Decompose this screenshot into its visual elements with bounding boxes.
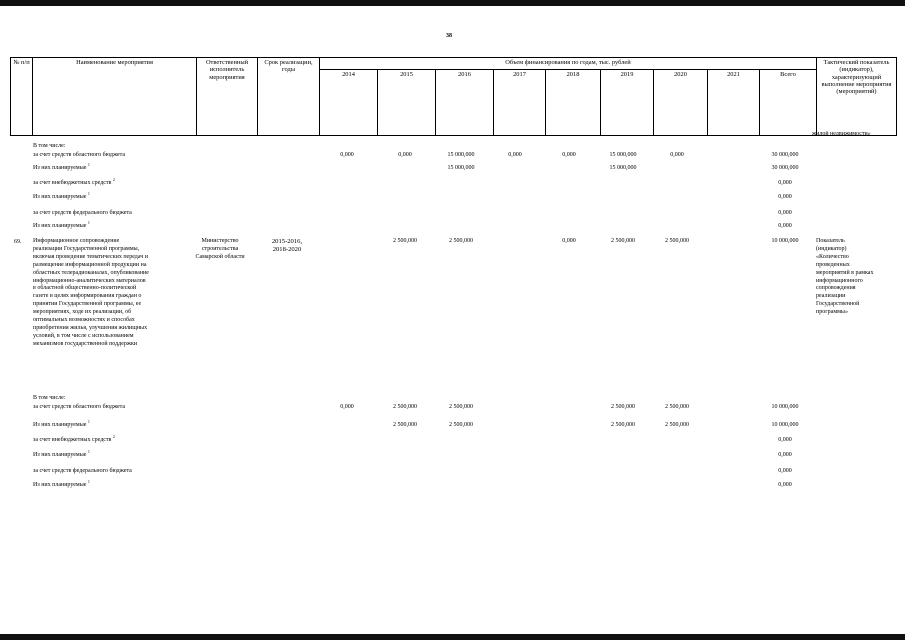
table-header bbox=[10, 57, 897, 136]
header-year: 2018 bbox=[546, 70, 601, 136]
cell-v2019: 15 000,000 bbox=[609, 152, 637, 158]
item-value-2015: 2 500,000 bbox=[393, 238, 417, 244]
header-indicator: Тактический показатель (индикатор), характеризующий выполнение мероприятия (мероприятий) bbox=[817, 58, 897, 136]
footnote-marker: 1 bbox=[87, 449, 90, 454]
cell-total: 0,000 bbox=[778, 468, 792, 474]
cell-v2019: 2 500,000 bbox=[611, 422, 635, 428]
row-label bbox=[33, 220, 90, 230]
cell-v2020: 2 500,000 bbox=[665, 404, 689, 410]
cell-v2015: 2 500,000 bbox=[393, 404, 417, 410]
row-label-text: за счет внебюджетных средств bbox=[33, 180, 112, 186]
row-label bbox=[33, 177, 115, 187]
cell-v2018: 0,000 bbox=[562, 152, 576, 158]
row-label bbox=[33, 210, 132, 217]
footnote-marker: 1 bbox=[87, 419, 90, 424]
cell-total: 0,000 bbox=[778, 180, 792, 186]
row-label-text: за счет внебюджетных средств bbox=[33, 437, 112, 443]
item-name: Информационное сопровождение реализации Государственной программы, включая проведение тематических передач и размещение информационной продукции на областных телерадиоканалах, опубликование информационно-аналитических материалов в областной общественно-политической газете в целях информирования граждан о принятии Государственной программы, ее мероприятиях, ходе их реализации, об оптимальных возможностях и способах приобретения жилья, улучшения жилищных условий, в том числе с использованием механизмов государственной поддержки bbox=[33, 238, 149, 347]
footnote-marker: 2 bbox=[112, 177, 115, 182]
header-financing: Объем финансирования по годам, тыс. рублей bbox=[320, 58, 817, 70]
header-year: 2020 bbox=[654, 70, 708, 136]
cell-total: 10 000,000 bbox=[771, 422, 799, 428]
row-label bbox=[33, 191, 90, 201]
block2-intro: В том числе: bbox=[33, 395, 66, 401]
row-label bbox=[33, 434, 115, 444]
item-responsible: Министерство строительства Самарской области bbox=[195, 238, 245, 260]
header-year: 2021 bbox=[708, 70, 760, 136]
header-num: № п/п bbox=[11, 58, 33, 136]
header-year: 2015 bbox=[378, 70, 436, 136]
cell-total: 0,000 bbox=[778, 482, 792, 488]
row-label bbox=[33, 152, 125, 159]
row-label-text: за счет средств федерального бюджета bbox=[33, 210, 132, 216]
row-label-text: за счет средств федерального бюджета bbox=[33, 468, 132, 474]
cell-v2014: 0,000 bbox=[340, 404, 354, 410]
cell-v2020: 0,000 bbox=[670, 152, 684, 158]
item-value-2019: 2 500,000 bbox=[611, 238, 635, 244]
row-label-text: Из них планируемые bbox=[33, 223, 87, 229]
item-term: 2015-2016, 2018-2020 bbox=[271, 238, 303, 253]
footnote-marker: 1 bbox=[87, 479, 90, 484]
cell-total: 10 000,000 bbox=[771, 404, 799, 410]
page-number: 38 bbox=[446, 33, 452, 39]
cell-total: 30 000,000 bbox=[771, 165, 799, 171]
row-label-text: Из них планируемые bbox=[33, 452, 87, 458]
row-label bbox=[33, 162, 90, 172]
footnote-marker: 2 bbox=[112, 434, 115, 439]
header-year: 2019 bbox=[601, 70, 654, 136]
row-label-text: Из них планируемые bbox=[33, 165, 87, 171]
cell-v2017: 0,000 bbox=[508, 152, 522, 158]
top-border bbox=[0, 0, 905, 6]
cell-total: 30 000,000 bbox=[771, 152, 799, 158]
cell-v2019: 15 000,000 bbox=[609, 165, 637, 171]
footnote-marker: 1 bbox=[87, 220, 90, 225]
cell-v2015: 2 500,000 bbox=[393, 422, 417, 428]
header-name: Наименование мероприятия bbox=[33, 58, 197, 136]
cell-total: 0,000 bbox=[778, 210, 792, 216]
row-label bbox=[33, 404, 125, 411]
item-value-total: 10 000,000 bbox=[771, 238, 799, 244]
cell-v2016: 15 000,000 bbox=[447, 165, 475, 171]
row-label bbox=[33, 468, 132, 475]
footnote-marker: 1 bbox=[87, 162, 90, 167]
row-label-text: Из них планируемые bbox=[33, 482, 87, 488]
item-value-2016: 2 500,000 bbox=[449, 238, 473, 244]
item-value-2020: 2 500,000 bbox=[665, 238, 689, 244]
cell-v2014: 0,000 bbox=[340, 152, 354, 158]
header-year: 2014 bbox=[320, 70, 378, 136]
footnote-marker: 1 bbox=[87, 191, 90, 196]
header-responsible: Ответственный исполнитель мероприятия bbox=[197, 58, 258, 136]
item-number: 69. bbox=[14, 239, 22, 245]
cell-total: 0,000 bbox=[778, 194, 792, 200]
cell-v2015: 0,000 bbox=[398, 152, 412, 158]
row-label-text: Из них планируемые bbox=[33, 194, 87, 200]
row-label bbox=[33, 479, 90, 489]
cell-v2019: 2 500,000 bbox=[611, 404, 635, 410]
row-label-text: Из них планируемые bbox=[33, 422, 87, 428]
cell-v2016: 2 500,000 bbox=[449, 422, 473, 428]
item-indicator: Показатель (индикатор) «Количество проведенных мероприятий в рамках информационного сопровождения реализации Государственной программы» bbox=[816, 238, 874, 316]
cell-v2020: 2 500,000 bbox=[665, 422, 689, 428]
header-term: Срок реализации, годы bbox=[258, 58, 320, 136]
cell-total: 0,000 bbox=[778, 437, 792, 443]
header-total: Всего bbox=[760, 70, 817, 136]
row-label bbox=[33, 419, 90, 429]
header-year: 2016 bbox=[436, 70, 494, 136]
bottom-border bbox=[0, 634, 905, 640]
row-label bbox=[33, 449, 90, 459]
cell-total: 0,000 bbox=[778, 223, 792, 229]
item-value-2018: 0,000 bbox=[562, 238, 576, 244]
block1-intro: В том числе: bbox=[33, 143, 66, 149]
header-year: 2017 bbox=[494, 70, 546, 136]
row-label-text: за счет средств областного бюджета bbox=[33, 404, 126, 410]
clipped-indicator-text: жилой недвижимости» bbox=[812, 131, 871, 136]
cell-v2016: 15 000,000 bbox=[447, 152, 475, 158]
row-label-text: за счет средств областного бюджета bbox=[33, 152, 126, 158]
cell-v2016: 2 500,000 bbox=[449, 404, 473, 410]
cell-total: 0,000 bbox=[778, 452, 792, 458]
